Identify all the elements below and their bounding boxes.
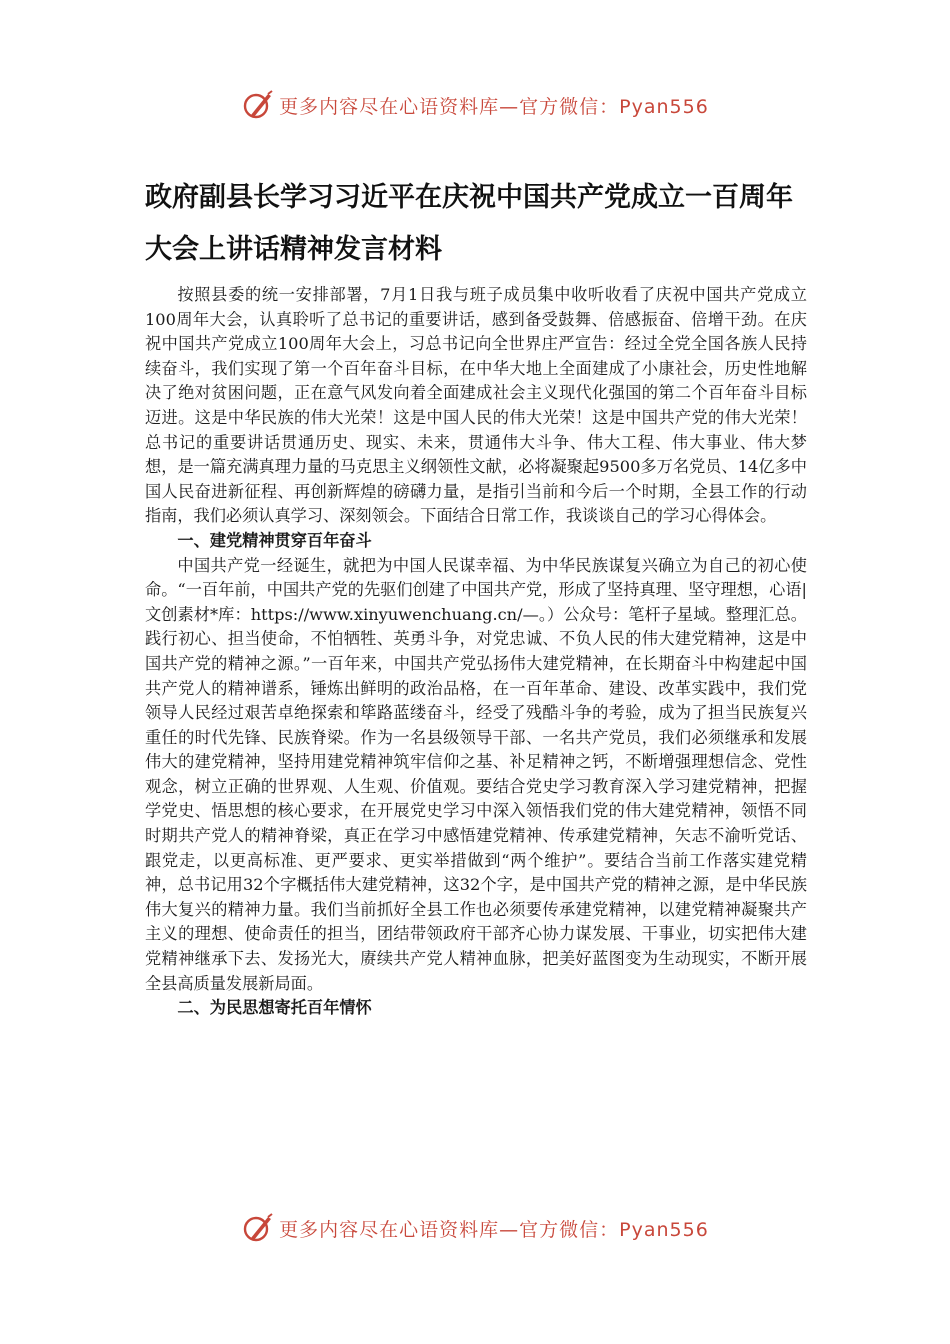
banner-text: 更多内容尽在心语资料库—官方微信：Pyan556: [279, 1218, 709, 1241]
paragraph: 中国共产党一经诞生，就把为中国人民谋幸福、为中华民族谋复兴确立为自己的初心使命。“一百年前，中国共产党的先驱们创建了中国共产党，形成了坚持真理、坚守理想，心语|文创素材*库：https://www.xinyuwenchuang.cn/—。）公众号：笔杆子星域。整理汇总。践行初心、担当使命，不怕牺牲、英勇斗争，对党忠诚、不负人民的伟大建党精神，这是中国共产党的精神之源。”一百年来，中国共产党弘扬伟大建党精神，在长期奋斗中构建起中国共产党人的精神谱系，锤炼出鲜明的政治品格，在一百年革命、建设、改革实践中，我们党领导人民经过艰苦卓绝探索和筚路蓝缕奋斗，经受了残酷斗争的考验，成为了担当民族复兴重任的时代先锋、民族脊梁。作为一名县级领导干部、一名共产党员，我们必须继承和发展伟大的建党精神，坚持用建党精神筑牢信仰之基、补足精神之钙，不断增强理想信念、党性观念，树立正确的世界观、人生观、价值观。要结合党史学习教育深入学习建党精神，把握学党史、悟思想的核心要求，在开展党史学习中深入领悟我们党的伟大建党精神，领悟不同时期共产党人的精神脊梁，真正在学习中感悟建党精神、传承建党精神，矢志不渝听党话、跟党走，以更高标准、更严要求、更实举措做到“两个维护”。要结合当前工作落实建党精神，总书记用32个字概括伟大建党精神，这32个字，是中国共产党的精神之源，是中华民族伟大复兴的精神力量。我们当前抓好全县工作也必须要传承建党精神，以建党精神凝聚共产主义的理想、使命责任的担当，团结带领政府干部齐心协力谋发展、干事业，切实把伟大建党精神继承下去、发扬光大，赓续共产党人精神血脉，把美好蓝图变为生动现实，不断开展全县高质量发展新局面。: [145, 555, 807, 993]
header-banner: [0, 85, 950, 125]
section-heading: 二、为民思想寄托百年情怀: [177, 998, 372, 1018]
section-heading: 一、建党精神贯穿百年奋斗: [177, 530, 372, 550]
document-title: 政府副县长学习习近平在庆祝中国共产党成立一百周年大会上讲话精神发言材料: [145, 182, 793, 265]
pen-logo-icon: [241, 1211, 275, 1245]
document-body: [145, 283, 807, 1021]
banner-text: 更多内容尽在心语资料库—官方微信：Pyan556: [279, 95, 709, 118]
footer-banner: [0, 1208, 950, 1248]
pen-logo-icon: [241, 88, 275, 122]
paragraph: 按照县委的统一安排部署，7月1日我与班子成员集中收听收看了庆祝中国共产党成立100周年大会，认真聆听了总书记的重要讲话，感到备受鼓舞、倍感振奋、倍增干劲。在庆祝中国共产党成立100周年大会上，习总书记向全世界庄严宣告：经过全党全国各族人民持续奋斗，我们实现了第一个百年奋斗目标，在中华大地上全面建成了小康社会，历史性地解决了绝对贫困问题，正在意气风发向着全面建成社会主义现代化强国的第二个百年奋斗目标迈进。这是中华民族的伟大光荣！这是中国人民的伟大光荣！这是中国共产党的伟大光荣！总书记的重要讲话贯通历史、现实、未来，贯通伟大斗争、伟大工程、伟大事业、伟大梦想，是一篇充满真理力量的马克思主义纲领性文献，必将凝聚起9500多万名党员、14亿多中国人民奋进新征程、再创新辉煌的磅礴力量，是指引当前和今后一个时期，全县工作的行动指南，我们必须认真学习、深刻领会。下面结合日常工作，我谈谈自己的学习心得体会。: [145, 285, 807, 526]
